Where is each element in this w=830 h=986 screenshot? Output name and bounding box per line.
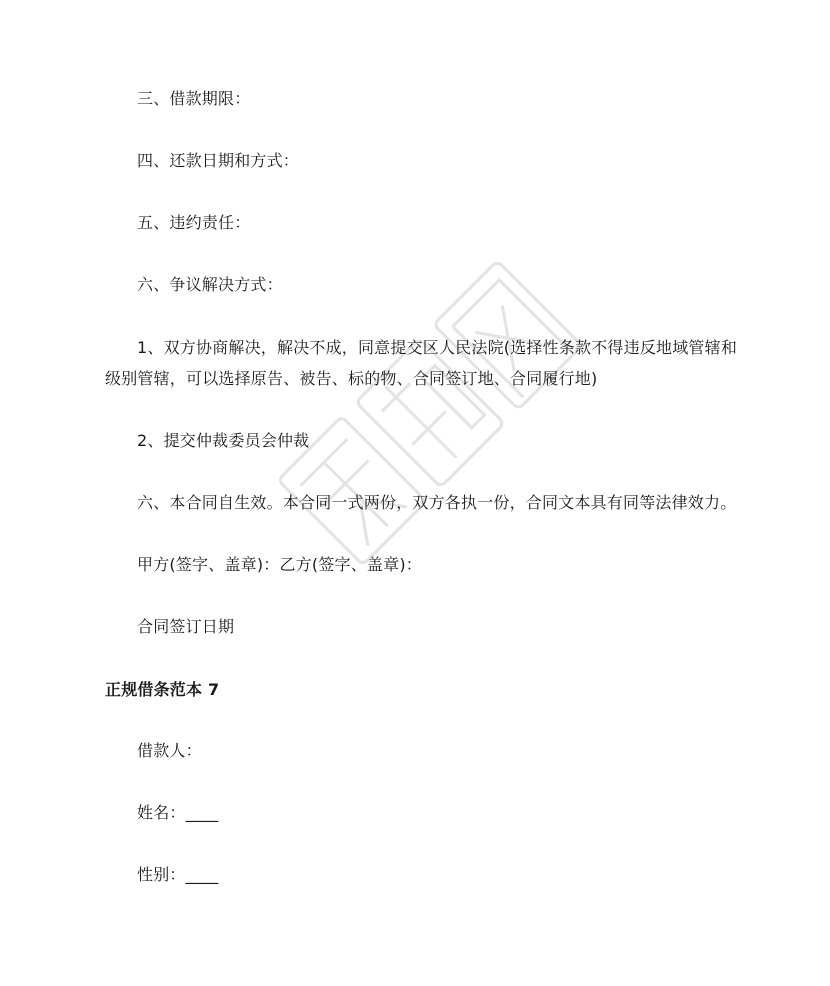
clause-loan-term: 三、借款期限： <box>137 89 251 108</box>
signing-date: 合同签订日期 <box>137 617 235 636</box>
clause-repayment: 四、还款日期和方式： <box>137 151 300 170</box>
borrower-name: 姓名：____ <box>137 803 219 822</box>
watermark <box>258 238 612 592</box>
dispute-option-2: 2、提交仲裁委员会仲裁 <box>137 431 310 450</box>
clause-breach: 五、违约责任： <box>137 213 251 232</box>
section-heading: 正规借条范本 7 <box>105 680 220 699</box>
signature-line: 甲方(签字、盖章)：乙方(签字、盖章)： <box>137 555 422 574</box>
borrower-label: 借款人： <box>137 741 202 760</box>
dispute-option-1-cont: 级别管辖，可以选择原告、被告、标的物、合同签订地、合同履行地) <box>105 369 598 388</box>
clause-dispute: 六、争议解决方式： <box>137 275 283 294</box>
borrower-gender: 性别：____ <box>137 865 219 884</box>
clause-effect: 六、本合同自生效。本合同一式两份，双方各执一份，合同文本具有同等法律效力。 <box>137 493 737 512</box>
dispute-option-1: 1、双方协商解决，解决不成，同意提交区人民法院(选择性条款不得违反地域管辖和 <box>137 338 738 357</box>
